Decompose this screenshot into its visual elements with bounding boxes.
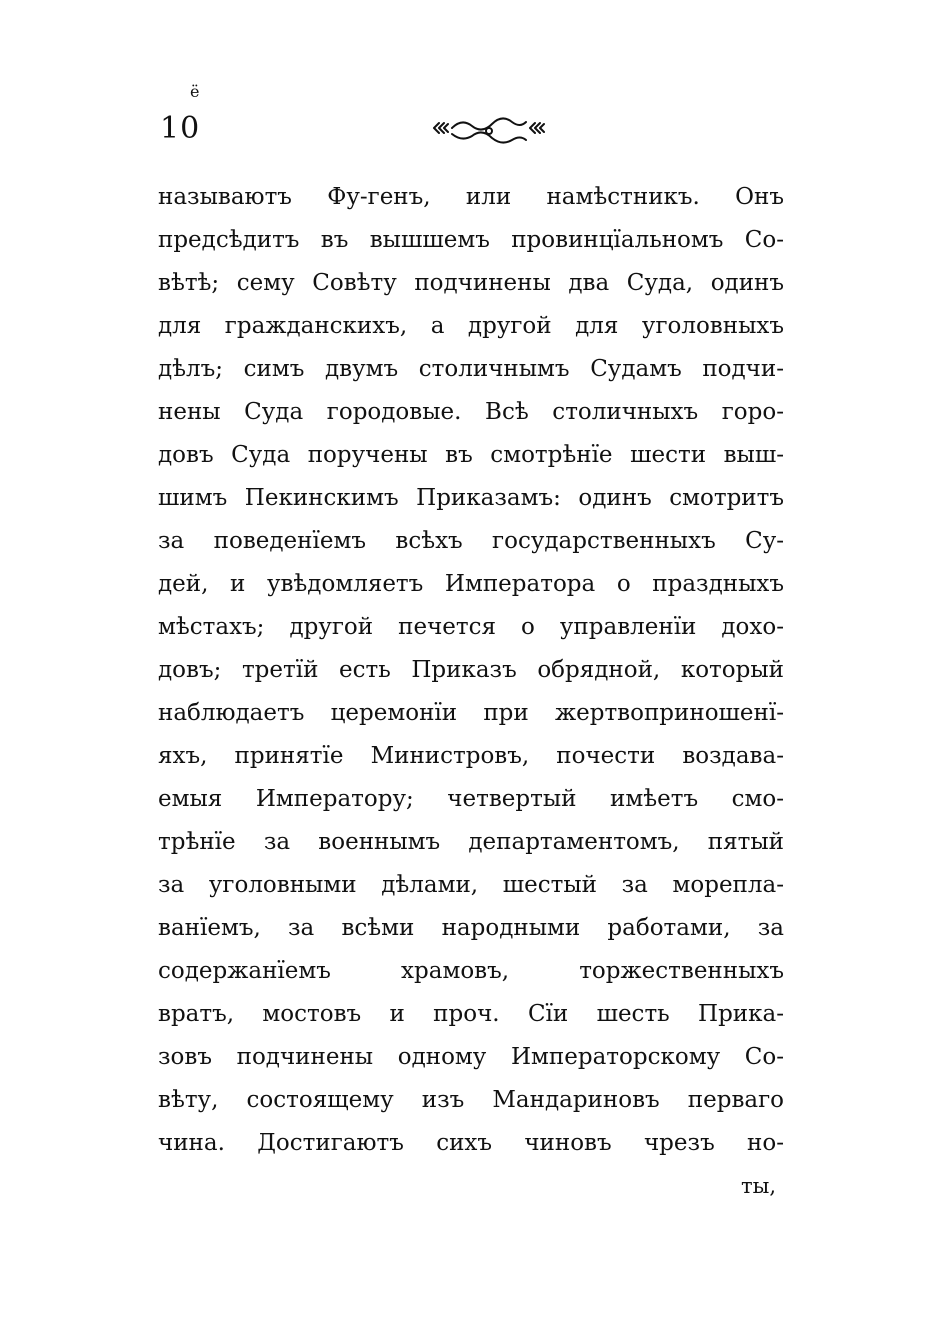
text-line: зовъ подчинены одному Императорскому Со- bbox=[158, 1044, 784, 1070]
text-line: предсѣдитъ въ вышшемъ провинцїальномъ Со- bbox=[158, 227, 784, 253]
page-number: 10 bbox=[160, 111, 201, 146]
text-line: трѣнїе за военнымъ департаментомъ, пятый bbox=[158, 829, 784, 855]
text-line: ванїемъ, за всѣми народными работами, за bbox=[158, 915, 784, 941]
text-line: дѣлъ; симъ двумъ столичнымъ Судамъ подчи- bbox=[158, 356, 784, 382]
text-line: называютъ Фу-генъ, или намѣстникъ. Онъ bbox=[158, 184, 784, 210]
top-mark: ё bbox=[190, 82, 200, 101]
text-line: за уголовными дѣлами, шестый за морепла- bbox=[158, 872, 784, 898]
text-line: нены Суда городовые. Всѣ столичныхъ горо- bbox=[158, 399, 784, 425]
text-line: вѣтѣ; сему Совѣту подчинены два Суда, одинъ bbox=[158, 270, 784, 296]
text-line: яхъ, принятїе Министровъ, почести воздава- bbox=[158, 743, 784, 769]
text-line: дей, и увѣдомляетъ Императора о праздныхъ bbox=[158, 571, 784, 597]
text-line: вѣту, состоящему изъ Мандариновъ перваго bbox=[158, 1087, 784, 1113]
text-line: довъ Суда поручены въ смотрѣнїе шести выш- bbox=[158, 442, 784, 468]
text-line: для гражданскихъ, а другой для уголовныхъ bbox=[158, 313, 784, 339]
text-line: за поведенїемъ всѣхъ государственныхъ Су- bbox=[158, 528, 784, 554]
text-line: довъ; третїй есть Приказъ обрядной, который bbox=[158, 657, 784, 683]
text-line: вратъ, мостовъ и проч. Сїи шесть Прика- bbox=[158, 1001, 784, 1027]
text-line: мѣстахъ; другой печется о управленїи дохо- bbox=[158, 614, 784, 640]
ornament-icon bbox=[430, 116, 548, 146]
catchword: ты, bbox=[740, 1174, 776, 1198]
text-line: шимъ Пекинскимъ Приказамъ: одинъ смотритъ bbox=[158, 485, 784, 511]
text-line: чина. Достигаютъ сихъ чиновъ чрезъ но- bbox=[158, 1130, 784, 1156]
text-line: содержанїемъ храмовъ, торжественныхъ bbox=[158, 958, 784, 984]
text-line: емыя Императору; четвертый имѣетъ смо- bbox=[158, 786, 784, 812]
body-text bbox=[158, 176, 784, 1208]
text-line: наблюдаетъ церемонїи при жертвоприношенї- bbox=[158, 700, 784, 726]
